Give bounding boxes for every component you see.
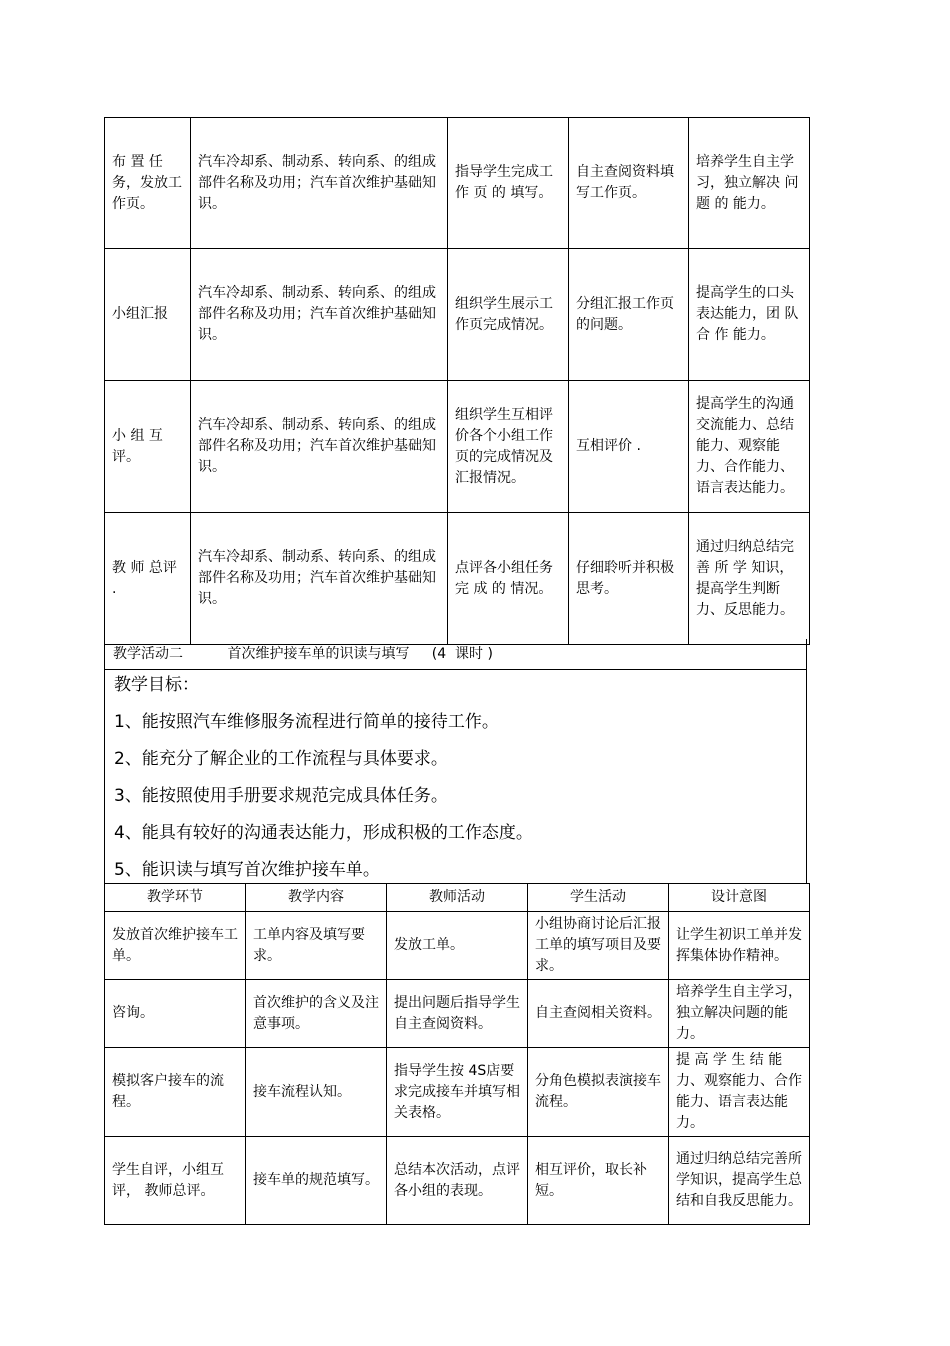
table-row bbox=[105, 381, 810, 513]
table-cell: 分角色模拟表演接车流程。 bbox=[528, 1048, 669, 1137]
goal-item: 1、能按照汽车维修服务流程进行简单的接待工作。 bbox=[114, 712, 499, 732]
table-row bbox=[105, 118, 810, 249]
table-cell: 提出问题后指导学生自主查阅资料。 bbox=[387, 980, 528, 1048]
table-cell: 让学生初识工单并发挥集体协作精神。 bbox=[669, 912, 810, 980]
table-cell: 通过归纳总结完善所学知识，提高学生总结和自我反思能力。 bbox=[669, 1137, 810, 1225]
table-cell: 汽车冷却系、制动系、转向系、的组成部件名称及功用；汽车首次维护基础知识。 bbox=[191, 381, 448, 513]
table-cell: 接车流程认知。 bbox=[246, 1048, 387, 1137]
table-cell: 模拟客户接车的流程。 bbox=[105, 1048, 246, 1137]
goal-item: 3、能按照使用手册要求规范完成具体任务。 bbox=[114, 786, 448, 806]
activity-hours: (4 课时 ) bbox=[431, 646, 493, 662]
table-row bbox=[105, 912, 810, 980]
table-cell: 培养学生自主学习，独立解决问题的能力。 bbox=[669, 980, 810, 1048]
table-cell: 分组汇报工作页的问题。 bbox=[569, 249, 689, 381]
table-cell: 自主查阅相关资料。 bbox=[528, 980, 669, 1048]
table-cell: 汽车冷却系、制动系、转向系、的组成部件名称及功用；汽车首次维护基础知识。 bbox=[191, 513, 448, 645]
table-cell: 组织学生展示工作页完成情况。 bbox=[448, 249, 569, 381]
column-header: 设计意图 bbox=[669, 884, 810, 912]
table-cell: 仔细聆听并积极思考。 bbox=[569, 513, 689, 645]
table-cell: 组织学生互相评价各个小组工作页的完成情况及汇报情况。 bbox=[448, 381, 569, 513]
table-cell: 总结本次活动，点评各小组的表现。 bbox=[387, 1137, 528, 1225]
table-cell: 小组汇报 bbox=[105, 249, 191, 381]
column-header: 教学内容 bbox=[246, 884, 387, 912]
table-cell: 提高学生的沟通交流能力、总结能力、观察能力、合作能力、语言表达能力。 bbox=[689, 381, 810, 513]
table-row bbox=[105, 1137, 810, 1225]
table-cell: 培养学生自主学习，独立解决 问 题 的 能力。 bbox=[689, 118, 810, 249]
table-cell: 提 高 学 生 结 能力、观察能力、合作能力、语言表达能力。 bbox=[669, 1048, 810, 1137]
activity-label: 教学活动二 bbox=[113, 646, 183, 662]
teaching-goals bbox=[104, 670, 807, 884]
table-cell: 发放首次维护接车工单。 bbox=[105, 912, 246, 980]
table-header-row bbox=[105, 884, 810, 912]
table-row bbox=[105, 1048, 810, 1137]
table-cell: 小 组 互评。 bbox=[105, 381, 191, 513]
column-header: 教学环节 bbox=[105, 884, 246, 912]
table-row bbox=[105, 249, 810, 381]
table-cell: 自主查阅资料填写工作页。 bbox=[569, 118, 689, 249]
table-cell: 学生自评，小组互评， 教师总评。 bbox=[105, 1137, 246, 1225]
table-cell: 提高学生的口头表达能力，团 队 合 作 能力。 bbox=[689, 249, 810, 381]
activity-two-table bbox=[104, 883, 810, 1225]
table-cell: 汽车冷却系、制动系、转向系、的组成部件名称及功用；汽车首次维护基础知识。 bbox=[191, 118, 448, 249]
activity-topic: 首次维护接车单的识读与填写 bbox=[227, 646, 410, 662]
table-cell: 点评各小组任务 完 成 的 情况。 bbox=[448, 513, 569, 645]
table-cell: 指导学生完成工 作 页 的 填写。 bbox=[448, 118, 569, 249]
activity-title-row bbox=[104, 639, 807, 670]
column-header: 学生活动 bbox=[528, 884, 669, 912]
table-cell: 互相评价 . bbox=[569, 381, 689, 513]
table-cell: 小组协商讨论后汇报工单的填写项目及要求。 bbox=[528, 912, 669, 980]
table-cell: 相互评价，取长补短。 bbox=[528, 1137, 669, 1225]
table-row bbox=[105, 980, 810, 1048]
table-cell: 工单内容及填写要求。 bbox=[246, 912, 387, 980]
column-header: 教师活动 bbox=[387, 884, 528, 912]
table-cell: 发放工单。 bbox=[387, 912, 528, 980]
goal-item: 5、能识读与填写首次维护接车单。 bbox=[114, 860, 380, 880]
goal-item: 4、能具有较好的沟通表达能力，形成积极的工作态度。 bbox=[114, 823, 533, 843]
table-cell: 指导学生按 4S店要求完成接车并填写相关表格。 bbox=[387, 1048, 528, 1137]
table-cell: 首次维护的含义及注意事项。 bbox=[246, 980, 387, 1048]
activity-one-table bbox=[104, 117, 810, 645]
table-cell: 教 师 总评 . bbox=[105, 513, 191, 645]
goals-heading: 教学目标： bbox=[114, 675, 199, 695]
table-cell: 汽车冷却系、制动系、转向系、的组成部件名称及功用；汽车首次维护基础知识。 bbox=[191, 249, 448, 381]
table-cell: 通过归纳总结完 善 所 学 知识，提高学生判断力、反思能力。 bbox=[689, 513, 810, 645]
table-cell: 接车单的规范填写。 bbox=[246, 1137, 387, 1225]
goal-item: 2、能充分了解企业的工作流程与具体要求。 bbox=[114, 749, 448, 769]
table-row bbox=[105, 513, 810, 645]
table-cell: 咨询。 bbox=[105, 980, 246, 1048]
table-cell: 布 置 任务，发放工作页。 bbox=[105, 118, 191, 249]
